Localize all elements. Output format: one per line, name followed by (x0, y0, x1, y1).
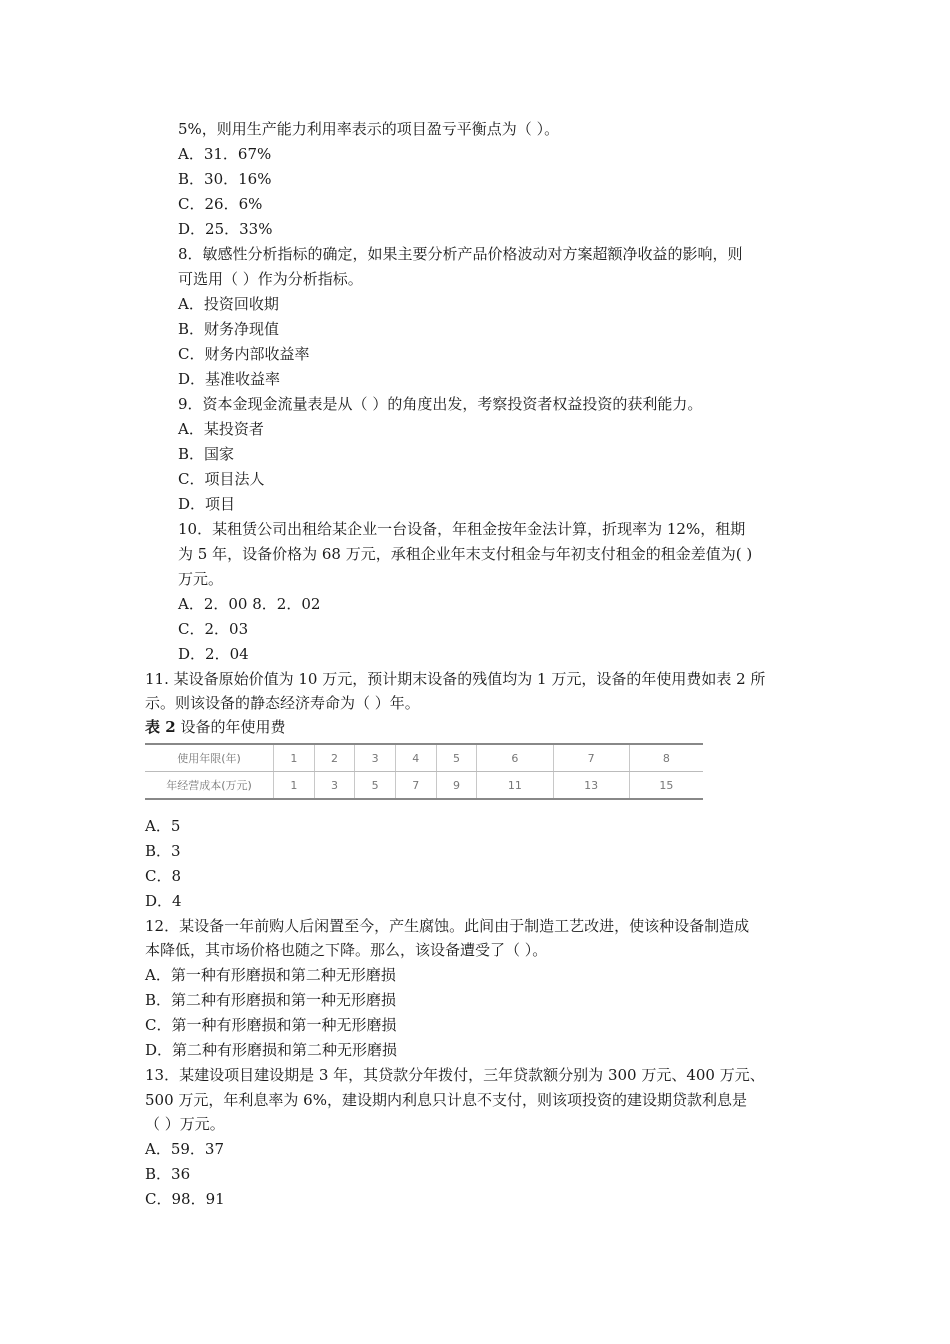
q13-stem-line3: （ ）万元。 (145, 1115, 225, 1133)
q10-option-c: C．2．03 (178, 620, 249, 638)
q11-option-d: D．4 (145, 892, 182, 910)
table-cell: 5 (355, 772, 396, 800)
q10-option-d: D．2．04 (178, 645, 249, 663)
q12-option-d: D．第二种有形磨损和第二种无形磨损 (145, 1041, 398, 1059)
table-cell: 4 (395, 744, 436, 772)
q8-stem-line2: 可选用（ ）作为分析指标。 (178, 270, 363, 288)
table-cell: 7 (553, 744, 629, 772)
table-caption-title: 设备的年使用费 (175, 718, 286, 736)
q13-stem-line2: 500 万元，年利息率为 6%，建设期内利息只计息不支付，则该项投资的建设期贷款利息是 (145, 1091, 747, 1109)
table-cell: 1 (274, 772, 315, 800)
table-row-label: 年经营成本(万元) (145, 772, 274, 800)
table-cell: 2 (314, 744, 355, 772)
table-caption (145, 716, 285, 738)
table-cell: 7 (395, 772, 436, 800)
table-row (145, 744, 703, 772)
table-cell: 8 (629, 744, 703, 772)
q10-stem-line2: 为 5 年，设备价格为 68 万元，承租企业年末支付租金与年初支付租金的租金差值为( ) (178, 545, 753, 563)
q8-option-c: C．财务内部收益率 (178, 345, 310, 363)
q8-stem-line1: 8．敏感性分析指标的确定，如果主要分析产品价格波动对方案超额净收益的影响，则 (178, 245, 743, 263)
q13-stem-line1: 13．某建设项目建设期是 3 年，其贷款分年拨付，三年贷款额分别为 300 万元、400 万元、 (145, 1066, 765, 1084)
q11-option-c: C．8 (145, 867, 182, 885)
q10-stem-line3: 万元。 (178, 570, 224, 588)
q9-option-c: C．项目法人 (178, 470, 265, 488)
q10-stem-line1: 10．某租赁公司出租给某企业一台设备，年租金按年金法计算，折现率为 12%，租期 (178, 520, 746, 538)
table-cell: 13 (553, 772, 629, 800)
table-cell: 1 (274, 744, 315, 772)
q8-option-a: A．投资回收期 (178, 295, 279, 313)
q9-option-d: D．项目 (178, 495, 236, 513)
q10-option-ab: A．2．00 8．2．02 (178, 595, 321, 613)
table-cell: 9 (436, 772, 477, 800)
table-cell: 6 (477, 744, 553, 772)
q11-option-a: A．5 (145, 817, 181, 835)
q7-stem-tail: 5%，则用生产能力利用率表示的项目盈亏平衡点为（ ）。 (178, 120, 560, 138)
table-row-label: 使用年限(年) (145, 744, 274, 772)
q8-option-d: D．基准收益率 (178, 370, 281, 388)
table-cell: 5 (436, 744, 477, 772)
q9-stem: 9．资本金现金流量表是从（ ）的角度出发，考察投资者权益投资的获利能力。 (178, 395, 703, 413)
q12-option-a: A．第一种有形磨损和第二种无形磨损 (145, 966, 396, 984)
q7-option-a: A．31．67% (178, 145, 272, 163)
q7-option-c: C．26．6% (178, 195, 263, 213)
q11-option-b: B．3 (145, 842, 181, 860)
q12-stem-line2: 本降低，其市场价格也随之下降。那么，该设备遭受了（ ）。 (145, 941, 548, 959)
q11-stem-line2: 示。则该设备的静态经济寿命为（ ）年。 (145, 694, 420, 712)
q12-option-c: C．第一种有形磨损和第一种无形磨损 (145, 1016, 397, 1034)
q9-option-a: A．某投资者 (178, 420, 264, 438)
table-row (145, 772, 703, 800)
table-cell: 15 (629, 772, 703, 800)
q9-option-b: B．国家 (178, 445, 235, 463)
usage-cost-table (145, 743, 703, 800)
table-cell: 11 (477, 772, 553, 800)
q7-option-d: D．25．33% (178, 220, 273, 238)
q12-stem-line1: 12．某设备一年前购人后闲置至今，产生腐蚀。此间由于制造工艺改进，使该种设备制造成 (145, 917, 750, 935)
q13-option-a: A．59．37 (145, 1140, 225, 1158)
table-caption-number: 表 2 (145, 718, 176, 736)
table-cell: 3 (314, 772, 355, 800)
table-cell: 3 (355, 744, 396, 772)
q12-option-b: B．第二种有形磨损和第一种无形磨损 (145, 991, 397, 1009)
q7-option-b: B．30．16% (178, 170, 272, 188)
q13-option-c: C．98．91 (145, 1190, 225, 1208)
q13-option-b: B．36 (145, 1165, 191, 1183)
q8-option-b: B．财务净现值 (178, 320, 280, 338)
q11-stem-line1: 11. 某设备原始价值为 10 万元，预计期末设备的残值均为 1 万元，设备的年使用费如表 2 所 (145, 670, 766, 688)
